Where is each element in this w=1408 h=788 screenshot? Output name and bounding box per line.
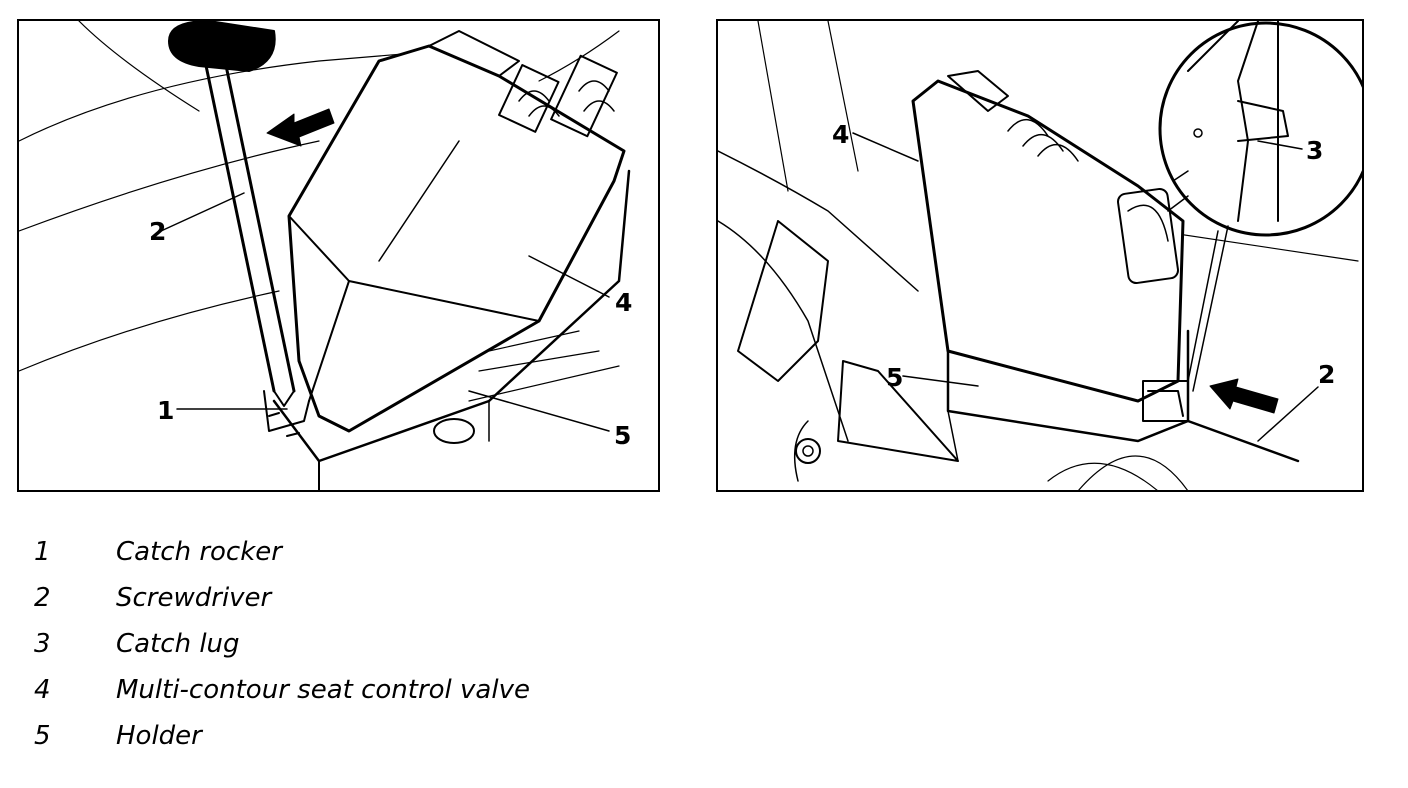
legend-number: 2: [34, 583, 51, 613]
callout-1: 1: [157, 396, 175, 425]
left-illustration: [19, 21, 660, 492]
legend-label: Screwdriver: [116, 583, 272, 613]
legend-label: Holder: [116, 721, 202, 751]
callout-3: 3: [1306, 136, 1324, 165]
left-figure: [17, 19, 660, 492]
legend-label: Catch rocker: [116, 537, 282, 567]
callout-5: 5: [886, 363, 904, 392]
right-illustration: [718, 21, 1364, 492]
right-figure: [716, 19, 1364, 492]
callout-2: 2: [1318, 360, 1336, 389]
legend-number: 3: [34, 629, 51, 659]
callout-2: 2: [149, 217, 167, 246]
callout-5: 5: [614, 421, 632, 450]
legend-label: Multi-contour seat control valve: [116, 675, 530, 705]
legend-label: Catch lug: [116, 629, 240, 659]
legend-number: 1: [34, 537, 51, 567]
callout-4: 4: [615, 288, 633, 317]
callout-4: 4: [832, 120, 850, 149]
legend-number: 4: [34, 675, 51, 705]
legend-number: 5: [34, 721, 51, 751]
